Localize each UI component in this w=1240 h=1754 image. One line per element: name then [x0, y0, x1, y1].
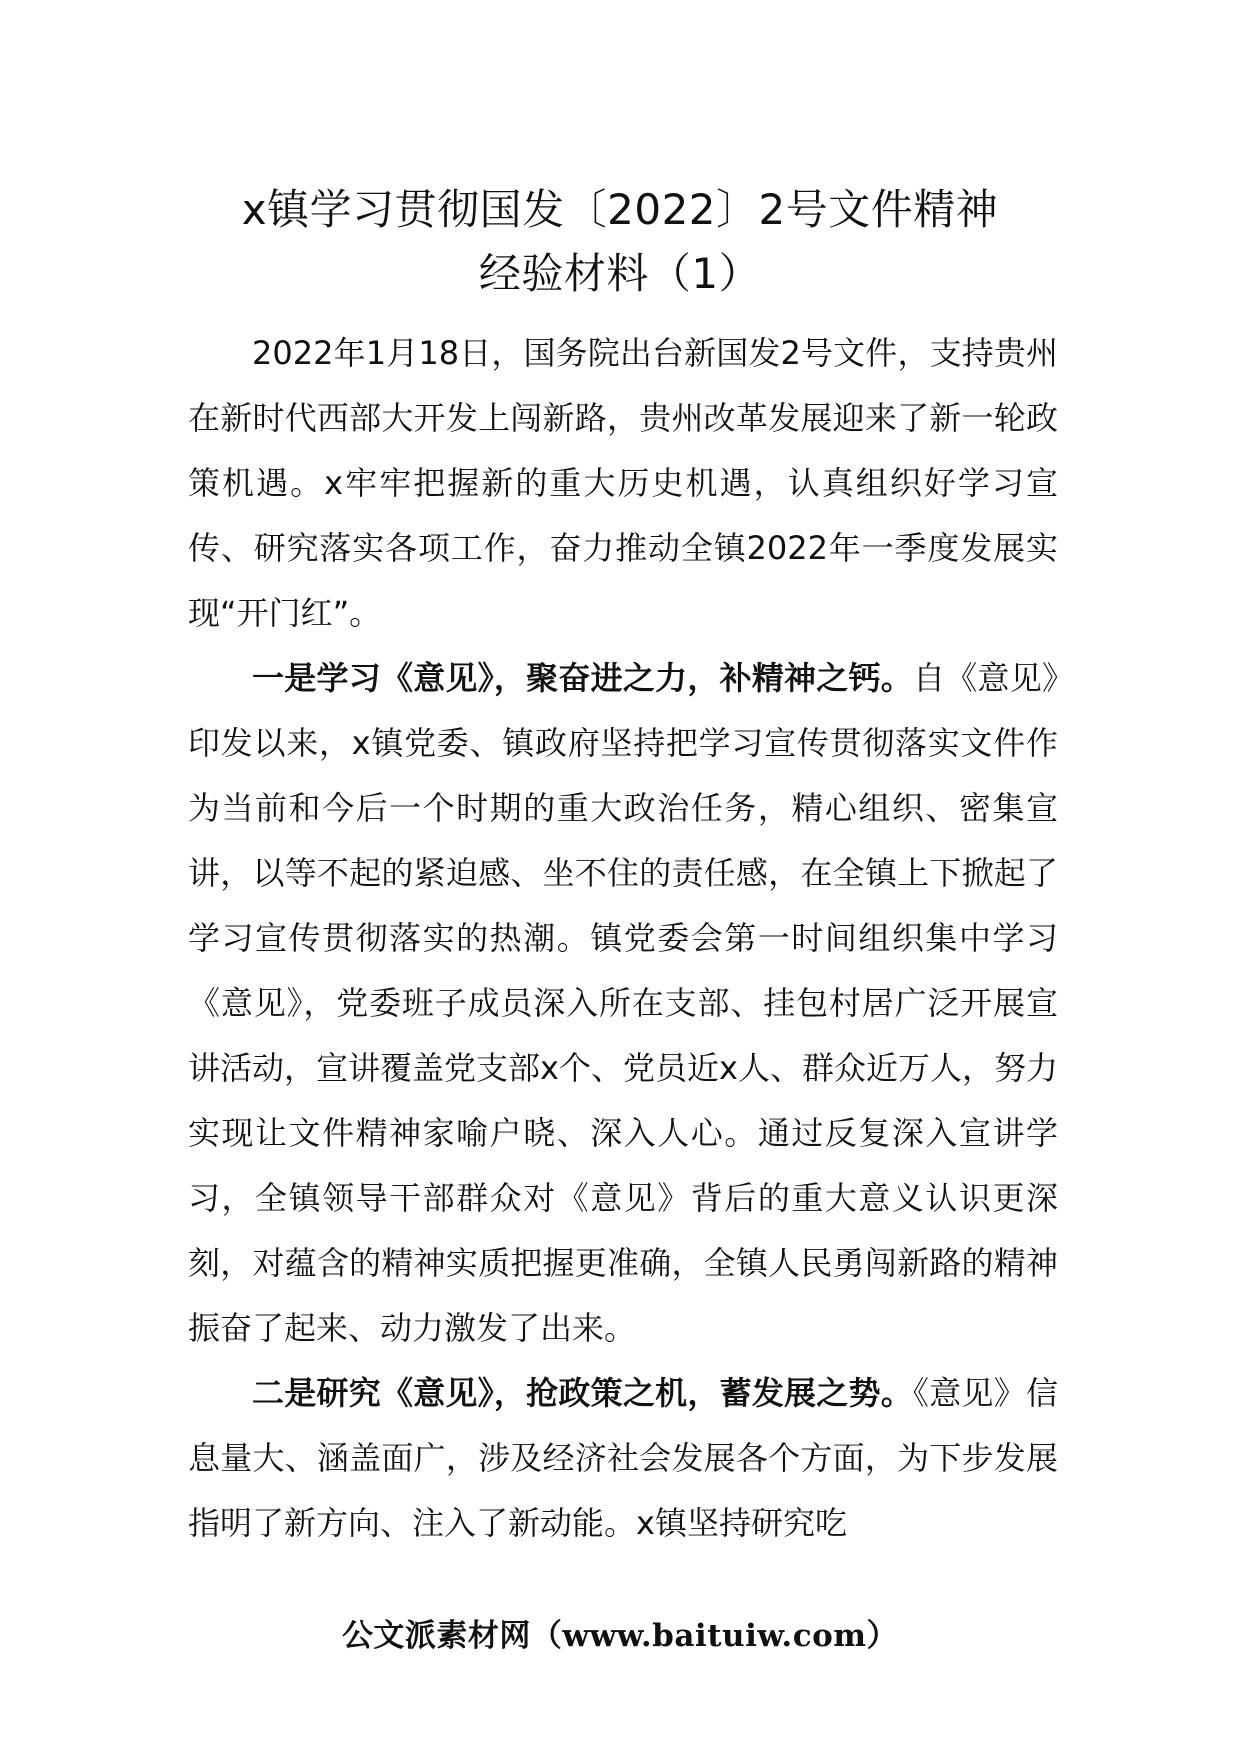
paragraph-lead: 一是学习《意见》，聚奋进之力，补精神之钙。 — [252, 659, 914, 697]
paragraph-text: 自《意见》印发以来，x镇党委、镇政府坚持把学习宣传贯彻落实文件作为当前和今后一个时期的重大政治任务，精心组织、密集宣讲，以等不起的紧迫感、坐不住的责任感，在全镇上下掀起了学习宣传贯彻落实的热潮。镇党委会第一时间组织集中学习《意见》，党委班子成员深入所在支部、挂包村居广泛开展宣讲活动，宣讲覆盖党支部x个、党员近x人、群众近万人，努力实现让文件精神家喻户晓、深入人心。通过反复深入宣讲学习，全镇领导干部群众对《意见》背后的重大意义认识更深刻，对蕴含的精神实质把握更准确，全镇人民勇闯新路的精神振奋了起来、动力激发了出来。 — [188, 659, 1058, 1347]
paragraph-text: 2022年1月18日，国务院出台新国发2号文件，支持贵州在新时代西部大开发上闯新路，贵州改革发展迎来了新一轮政策机遇。x牢牢把握新的重大历史机遇，认真组织好学习宣传、研究落实各项工作，奋力推动全镇2022年一季度发展实现“开门红”。 — [188, 334, 1058, 632]
title-line-1: x镇学习贯彻国发〔2022〕2号文件精神 — [241, 185, 999, 234]
source-footer: 公文派素材网（www.baituiw.com） — [341, 1618, 899, 1654]
title-line-2: 经验材料（1） — [478, 249, 762, 298]
document-body — [188, 321, 1058, 1556]
paragraph-text: 《意见》信息量大、涵盖面广，涉及经济社会发展各个方面，为下步发展指明了新方向、注入了新动能。x镇坚持研究吃 — [188, 1374, 1058, 1542]
paragraph-study — [188, 646, 1058, 1361]
paragraph-research — [188, 1361, 1058, 1556]
document-title — [170, 178, 1070, 306]
paragraph-lead: 二是研究《意见》，抢政策之机，蓄发展之势。 — [252, 1374, 914, 1412]
paragraph-intro — [188, 321, 1058, 646]
